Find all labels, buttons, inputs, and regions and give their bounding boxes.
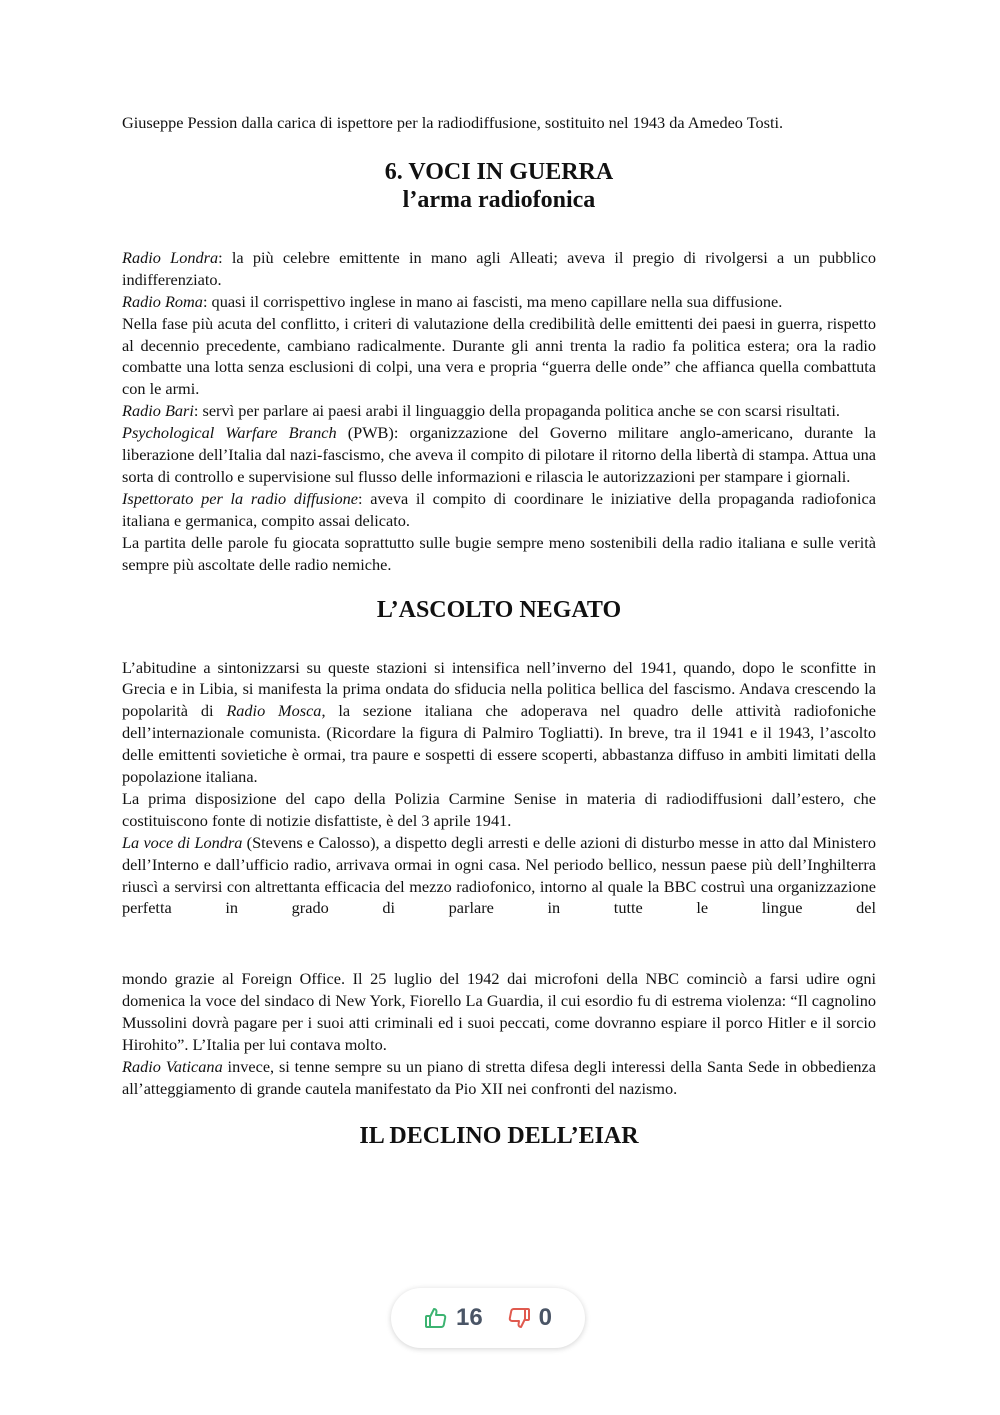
thumbs-up-icon (424, 1306, 448, 1330)
paragraph: Radio Roma: quasi il corrispettivo inglese in mano ai fascisti, ma meno capillare nella sua diffusione. (122, 291, 783, 311)
paragraph: Nella fase più acuta del conflitto, i criteri di valutazione della credibilità delle emittenti dei paesi in guerra, rispetto al decennio precedente, cambiano radicalmente. Durante gli anni trenta la radio fa politica estera; ora la radio combatte una lotta senza esclusioni di colpi, una vera e propria “guerra delle onde” che affianca quella combattuta con le armi. (122, 313, 876, 399)
paragraph: Psychological Warfare Branch (PWB): organizzazione del Governo militare anglo-americano, durante la liberazione dell’Italia dal nazi-fascismo, che aveva il compito di pilotare il ritorno della libertà di stampa. Attua una sorta di controllo e supervisione sul flusso delle informazioni e rilascia le autorizzazioni per stampare i giornali. (122, 423, 876, 486)
paragraph: La prima disposizione del capo della Polizia Carmine Senise in materia di radiodiffusioni dall’estero, che costituiscono fonte di notizie disfattiste, è del 3 aprile 1941. (122, 788, 876, 830)
section-body (122, 657, 876, 1100)
italic-term: Radio Bari (122, 401, 194, 421)
downvote-button[interactable] (507, 1304, 552, 1332)
italic-term: Ispettorato per la radio diffusione (122, 488, 359, 508)
upvote-button[interactable] (424, 1304, 483, 1332)
italic-term: Radio Roma (122, 291, 203, 311)
italic-term: Psychological Warfare Branch (122, 423, 337, 443)
paragraph: L’abitudine a sintonizzarsi su queste stazioni si intensifica nell’inverno del 1941, quando, dopo le sconfitte in Grecia e in Libia, si manifesta la prima ondata do sfiducia nella politica bellica del fascismo. Andava crescendo la popolarità di Radio Mosca, la sezione italiana che adoperava nel quadro delle attività radiofoniche dell’internazionale comunista. (Ricordare la figura di Palmiro Togliatti). In breve, tra il 1941 e il 1943, l’ascolto delle emittenti sovietiche è ormai, tra paure e sospetti di essere scoperti, abbastanza diffuso in ambiti limitati della popolazione italiana. (122, 657, 876, 787)
thumbs-down-icon (507, 1306, 531, 1330)
italic-term: Radio Londra (122, 247, 219, 267)
paragraph: La partita delle parole fu giocata soprattutto sulle bugie sempre meno sostenibili della radio italiana e sulle verità sempre più ascoltate delle radio nemiche. (122, 532, 876, 574)
paragraph: mondo grazie al Foreign Office. Il 25 luglio del 1942 dai microfoni della NBC cominciò a farsi udire ogni domenica la voce del sindaco di New York, Fiorello La Guardia, il cui esordio fu di estrema violenza: “Il cagnolino Mussolini dovrà pagare per i suoi atti criminali ed i suoi peccati, come dovranno espiare il porco Hitler e il sorcio Hirohito”. L’Italia per lui contava molto. (122, 969, 876, 1055)
heading-line: 6. VOCI IN GUERRA (384, 158, 614, 185)
italic-term: Radio Mosca (226, 701, 322, 721)
vote-widget (391, 1288, 585, 1348)
paragraph: Ispettorato per la radio diffusione: aveva il compito di coordinare le iniziative della propaganda radiofonica italiana e germanica, compito assai delicato. (122, 488, 876, 530)
italic-term: Radio Vaticana (122, 1057, 223, 1076)
upvote-count: 16 (455, 1304, 483, 1331)
section-heading-ascolto-negato: L’ASCOLTO NEGATO (376, 596, 622, 623)
page-break (122, 919, 876, 968)
document-page (122, 112, 876, 1150)
section-heading-declino-eiar: IL DECLINO DELL’EIAR (359, 1122, 639, 1149)
paragraph: La voce di Londra (Stevens e Calosso), a dispetto degli arresti e delle azioni di disturbo messe in atto dal Ministero dell’Interno e dall’ufficio radio, arrivava ormai in ogni casa. Nel periodo bellico, nessun paese più dell’Inghilterra riuscì a servirsi con altrettanta efficacia del mezzo radiofonico, intorno al quale la BBC costruì una organizzazione perfetta in grado di parlare in tutte le lingue del (122, 832, 876, 918)
italic-term: La voce di Londra (122, 832, 243, 852)
intro-paragraph: Giuseppe Pession dalla carica di ispettore per la radiodiffusione, sostituito nel 1943 da Amedeo Tosti. (122, 113, 784, 132)
section-body (122, 247, 876, 576)
paragraph: Radio Vaticana invece, si tenne sempre su un piano di stretta difesa degli interessi della Santa Sede in obbedienza all’atteggiamento di grande cautela manifestato da Pio XII nei confronti del nazismo. (122, 1057, 877, 1098)
section-heading-voci-in-guerra (122, 158, 876, 214)
paragraph: Radio Londra: la più celebre emittente in mano agli Alleati; aveva il pregio di rivolgersi a un pubblico indifferenziato. (122, 247, 876, 289)
heading-subtitle: l’arma radiofonica (402, 186, 596, 213)
downvote-count: 0 (538, 1304, 553, 1331)
paragraph: Radio Bari: servì per parlare ai paesi arabi il linguaggio della propaganda politica anche se con scarsi risultati. (122, 401, 840, 421)
